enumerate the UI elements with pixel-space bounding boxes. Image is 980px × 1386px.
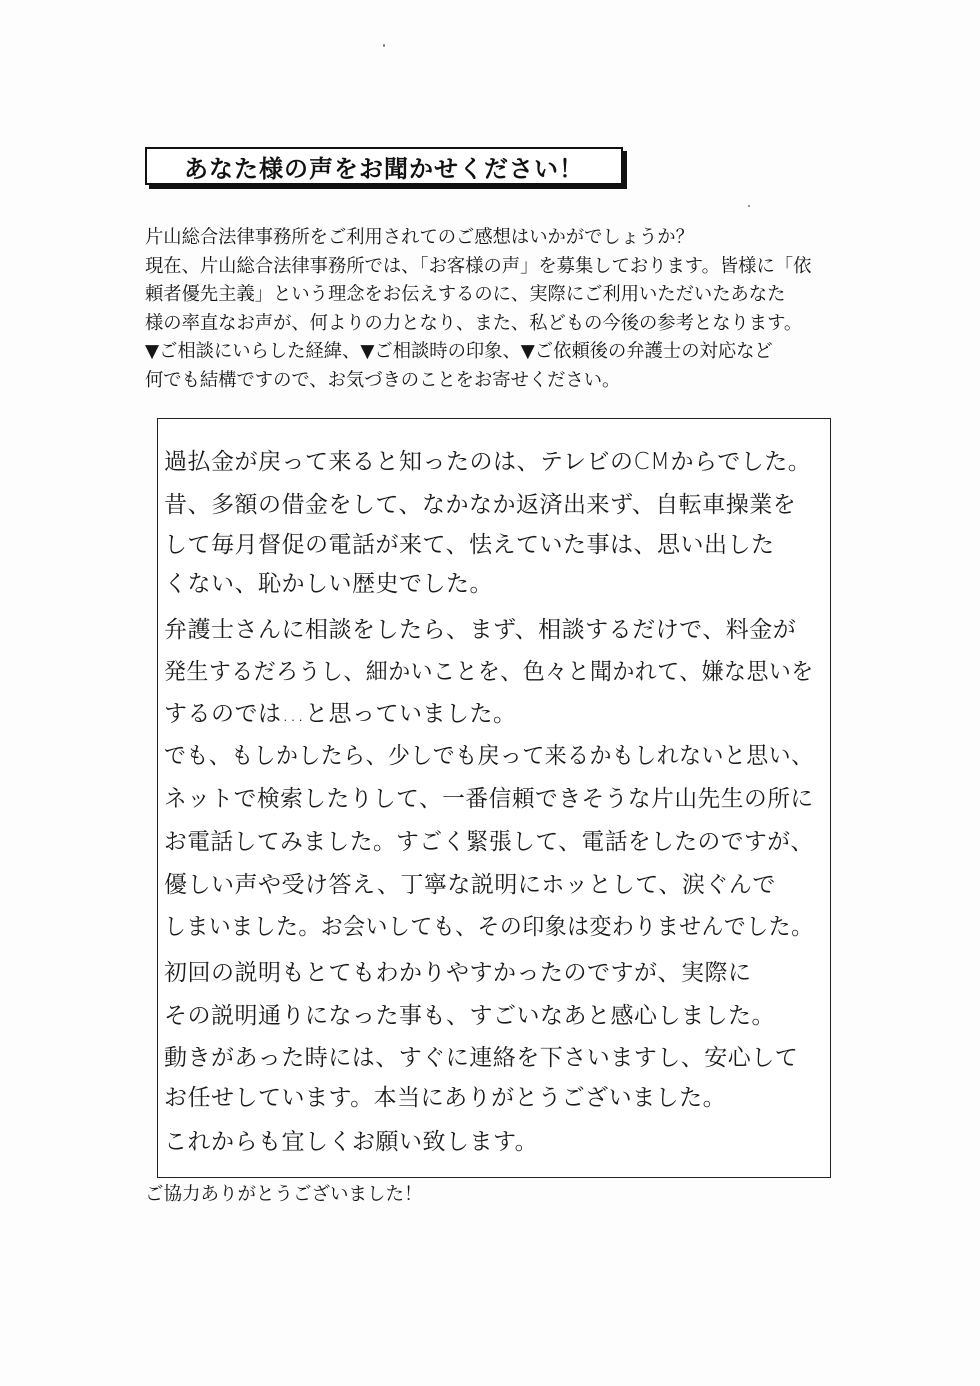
comment-line: お電話してみました。すごく緊張して、電話をしたのですが、	[164, 829, 814, 855]
intro-line: 何でも結構ですので、お気づきのことをお寄せください。	[145, 369, 621, 391]
comment-line: くない、恥かしい歴史でした。	[164, 571, 493, 597]
comment-line: するのでは…と思っていました。	[164, 701, 517, 727]
scan-speck	[748, 205, 750, 207]
page-title: あなた様の声をお聞かせください！	[184, 154, 584, 183]
comment-line: 過払金が戻って来ると知ったのは、テレビのCMからでした。	[164, 449, 812, 475]
comment-line: 動きがあった時には、すぐに連絡を下さいますし、安心して	[164, 1045, 799, 1071]
handwritten-comment-box	[157, 418, 831, 1178]
intro-line: 現在、片山総合法律事務所では、「お客様の声」を募集しております。皆様に「依	[145, 255, 812, 277]
comment-line: でも、もしかしたら、少しでも戻って来るかもしれないと思い、	[164, 743, 814, 769]
thank-you-note: ご協力ありがとうございました！	[145, 1184, 423, 1205]
comment-line: 弁護士さんに相談をしたら、まず、相談するだけで、料金が	[164, 617, 797, 643]
comment-line: お任せしています。本当にありがとうございました。	[164, 1085, 727, 1111]
comment-line: 昔、多額の借金をして、なかなか返済出来ず、自転車操業を	[164, 492, 797, 518]
comment-line: 初回の説明もとてもわかりやすかったのですが、実際に	[164, 960, 752, 986]
comment-line: しまいました。お会いしても、その印象は変わりませんでした。	[164, 914, 814, 940]
comment-line: その説明通りになった事も、すごいなあと感心しました。	[164, 1003, 775, 1029]
comment-line: 発生するだろうし、細かいことを、色々と聞かれて、嫌な思いを	[164, 659, 814, 685]
comment-line: ネットで検索したりして、一番信頼できそうな片山先生の所に	[164, 786, 814, 812]
comment-line: これからも宜しくお願い致します。	[164, 1129, 539, 1155]
title-banner	[145, 147, 623, 185]
intro-line: ▼ご相談にいらした経緯、▼ご相談時の印象、▼ご依頼後の弁護士の対応など	[145, 341, 773, 362]
intro-line: 片山総合法律事務所をご利用されてのご感想はいかがでしょうか？	[145, 227, 694, 248]
intro-line: 頼者優先主義」という理念をお伝えするのに、実際にご利用いただいたあなた	[145, 284, 786, 305]
intro-line: 様の率直なお声が、何よりの力となり、また、私どもの今後の参考となります。	[145, 312, 803, 334]
intro-text	[145, 224, 865, 395]
comment-line: して毎月督促の電話が来て、怯えていた事は、思い出した	[164, 532, 775, 558]
scan-speck	[383, 44, 385, 47]
comment-line: 優しい声や受け答え、丁寧な説明にホッとして、涙ぐんで	[164, 872, 776, 898]
